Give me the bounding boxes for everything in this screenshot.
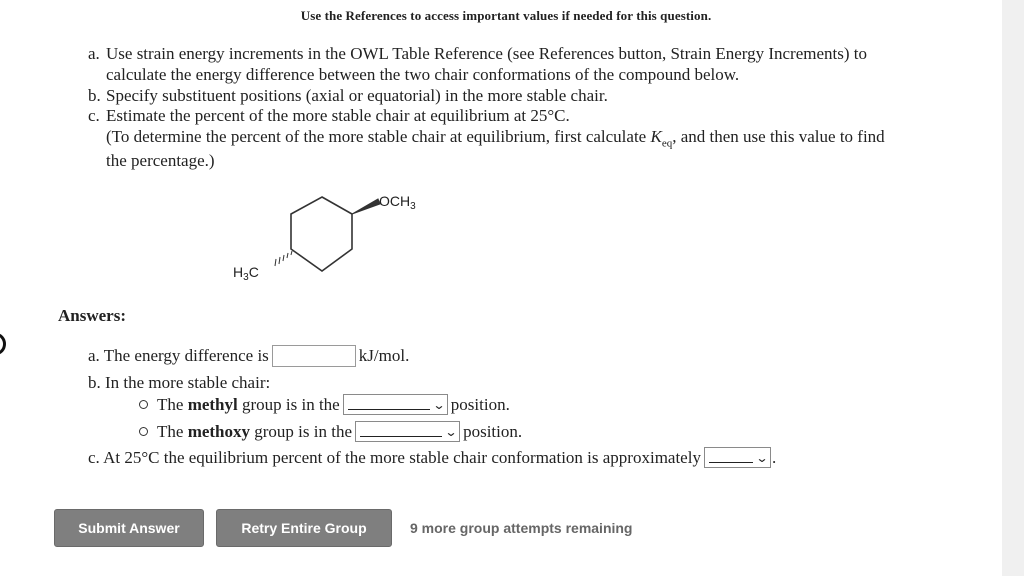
answer-a-text: a. The energy difference is (88, 346, 269, 365)
question-c-line2-post: , and then use this value to find (672, 127, 885, 146)
retry-entire-group-button[interactable]: Retry Entire Group (216, 509, 392, 547)
methoxy-label: $OCH_3$ (379, 193, 416, 212)
answer-b1-post: group is in the (241, 394, 340, 414)
equilibrium-percent-select[interactable] (704, 447, 771, 468)
chevron-down-icon: ⌄ (432, 397, 446, 412)
attempts-remaining: 9 more group attempts remaining (410, 520, 633, 536)
select-blank (348, 399, 430, 410)
submit-answer-button[interactable]: Submit Answer (54, 509, 204, 547)
hash-bond (275, 251, 292, 266)
answer-a-unit: kJ/mol. (358, 346, 410, 365)
question-a-line1 (88, 43, 867, 64)
wedge-bond (352, 199, 380, 214)
cyclohexane-ring (291, 197, 352, 271)
answer-b-text: b. In the more stable chair: (88, 373, 271, 392)
question-c-line1 (88, 105, 570, 126)
answer-c-text: c. At 25°C the equilibrium percent of the more stable chair conformation is approximately (88, 447, 701, 467)
answer-b-row (88, 373, 270, 393)
bullet-icon (139, 427, 148, 436)
answer-b1-pre: The (157, 394, 184, 414)
answer-c-row (88, 447, 776, 468)
question-b-label: b. (88, 86, 101, 105)
question-b-text: Specify substituent positions (axial or equatorial) in the more stable chair. (106, 86, 608, 105)
keq-subscript: eq (661, 137, 673, 150)
chevron-down-icon: ⌄ (755, 450, 769, 465)
answer-b2-after: position. (463, 421, 523, 441)
answer-a-row (88, 345, 409, 367)
question-c-line2 (106, 126, 885, 154)
question-c-line2-pre: (To determine the percent of the more stable chair at equilibrium, first calculate (106, 127, 651, 146)
question-a-line2: calculate the energy difference between the two chair conformations of the compound below. (106, 65, 740, 84)
select-blank (360, 426, 442, 437)
answer-b1-bold: methyl (187, 394, 238, 414)
answers-heading: Answers: (58, 306, 126, 325)
question-c-text: Estimate the percent of the more stable chair at equilibrium at 25°C. (106, 106, 570, 125)
question-c-label: c. (88, 106, 100, 125)
question-c-line3: the percentage.) (106, 151, 215, 170)
question-b-line (88, 85, 608, 106)
answer-b2-bold: methoxy (187, 421, 251, 441)
select-blank (709, 452, 753, 463)
cyclohexane-structure (225, 185, 445, 285)
references-note: Use the References to access important values if needed for this question. (300, 8, 712, 23)
answer-b2-pre: The (157, 421, 184, 441)
question-a-label: a. (88, 44, 100, 63)
chevron-down-icon: ⌄ (444, 424, 458, 439)
answer-b2-post: group is in the (254, 421, 353, 441)
bullet-icon (139, 400, 148, 409)
answer-b1-row (139, 394, 510, 415)
energy-difference-input[interactable] (272, 345, 356, 367)
molecule-drawing (225, 185, 445, 285)
methoxy-position-select[interactable] (355, 421, 460, 442)
answer-c-after: . (772, 447, 777, 467)
answer-b2-row (139, 421, 522, 442)
methyl-position-select[interactable] (343, 394, 448, 415)
answer-b1-after: position. (450, 394, 510, 414)
question-a-text: Use strain energy increments in the OWL Table Reference (see References button, Strain Energy Increments) to (106, 44, 868, 63)
keq-symbol: K (650, 127, 662, 146)
methyl-label: $H_3C$ (233, 264, 259, 283)
